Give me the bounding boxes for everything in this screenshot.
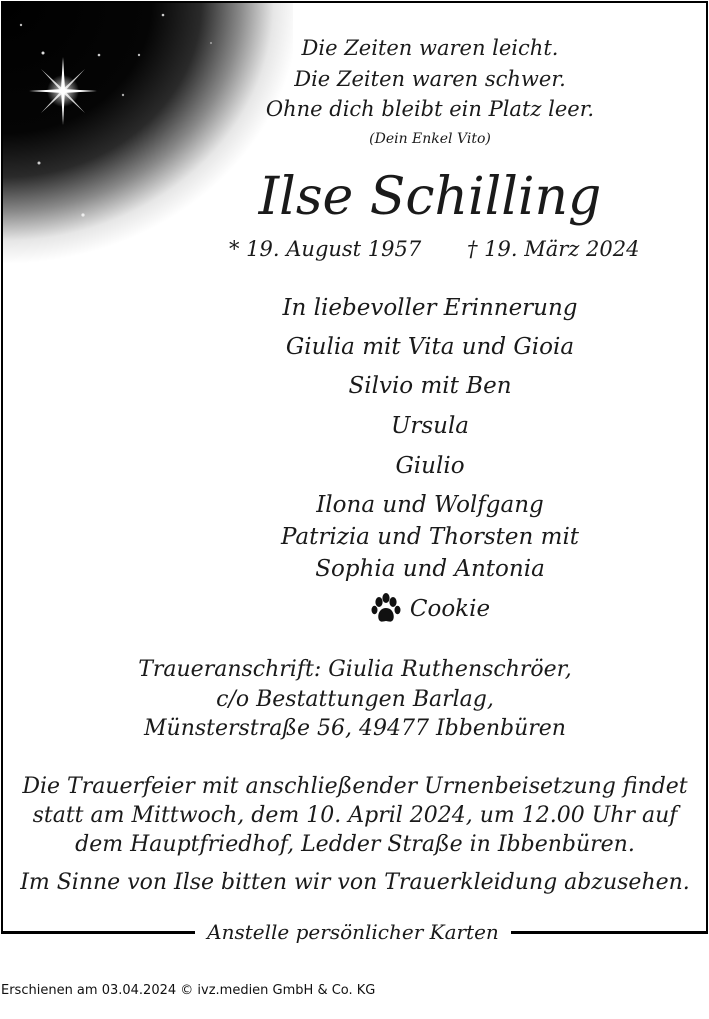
family-member: Sophia und Antonia [315, 556, 545, 582]
ceremony-line: statt am Mittwoch, dem 10. April 2024, um 12.00 Uhr auf [32, 803, 678, 828]
paw-icon [370, 592, 404, 626]
family-member: Giulio [395, 453, 465, 479]
poem-line: Die Zeiten waren leicht. [301, 36, 559, 60]
ceremony-line: Die Trauerfeier mit anschließender Urnenbeisetzung findet [22, 774, 688, 799]
ceremony-note: Im Sinne von Ilse bitten wir von Trauerkleidung abzusehen. [20, 870, 690, 895]
family-member: Giulia mit Vita und Gioia [285, 334, 575, 360]
family-member: Silvio mit Ben [348, 373, 512, 399]
poem-line: Die Zeiten waren schwer. [294, 67, 566, 91]
pet-line [130, 592, 708, 626]
family-intro: In liebevoller Erinnerung [282, 295, 578, 321]
birth-date: * 19. August 1957 [229, 237, 422, 261]
poem-line: Ohne dich bleibt ein Platz leer. [265, 97, 595, 121]
footer-label: Anstelle persönlicher Karten [195, 918, 511, 946]
family-member: Ilona und Wolfgang [316, 492, 544, 518]
address-line: Traueranschrift: Giulia Ruthenschröer, [138, 657, 572, 682]
obituary-notice [1, 1, 708, 933]
deceased-name: Ilse Schilling [258, 167, 602, 227]
address-line: Münsterstraße 56, 49477 Ibbenbüren [144, 716, 566, 741]
publication-credit: Erschienen am 03.04.2024 © ivz.medien GmbH & Co. KG [1, 983, 376, 998]
pet-name: Cookie [409, 596, 491, 622]
address-line: c/o Bestattungen Barlag, [216, 687, 494, 712]
death-date: † 19. März 2024 [467, 237, 640, 261]
family-member: Ursula [390, 413, 470, 439]
family-member: Patrizia und Thorsten mit [280, 524, 580, 550]
poem-author: (Dein Enkel Vito) [369, 131, 491, 147]
ceremony-line: dem Hauptfriedhof, Ledder Straße in Ibbenbüren. [75, 832, 635, 857]
